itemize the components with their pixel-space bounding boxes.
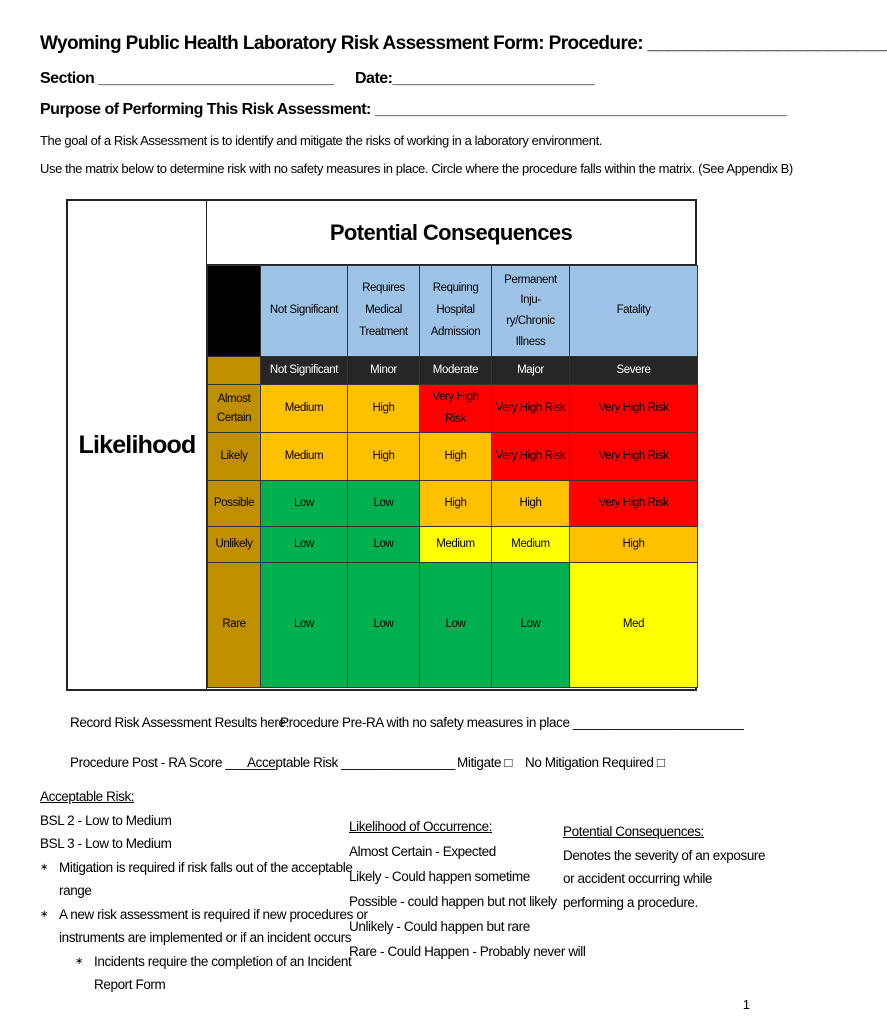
consequence-level: Not Significant <box>261 357 348 385</box>
consequence-description: Permanent Inju- ry/Chronic Illness <box>492 266 570 357</box>
likelihood-label: Possible <box>208 481 261 527</box>
consequence-note-line: Denotes the severity of an exposure <box>563 847 766 863</box>
likelihood-label: Rare <box>208 563 261 688</box>
bullet-icon: ∗ <box>40 908 48 920</box>
risk-cell: Med <box>570 563 698 688</box>
risk-cell: Low <box>420 563 492 688</box>
consequence-note-line: performing a procedure. <box>563 894 698 910</box>
likelihood-label: Almost Certain <box>208 385 261 433</box>
likelihood-title: Likelihood <box>78 430 196 459</box>
risk-cell: Low <box>348 563 420 688</box>
likelihood-note: Rare - Could Happen - Probably never will <box>349 944 586 959</box>
risk-cell: Medium <box>492 527 570 563</box>
risk-cell: High <box>348 385 420 433</box>
intro-line-1: The goal of a Risk Assessment is to identify and mitigate the risks of working in a laboratory environment. <box>40 133 602 148</box>
consequence-description-row <box>208 266 698 357</box>
bullet-item <box>40 856 368 903</box>
likelihood-note: Likely - Could happen sometime <box>349 869 530 884</box>
record-results-label: Record Risk Assessment Results here: <box>70 715 289 730</box>
bullet-text: A new risk assessment is required if new procedures or <box>59 906 368 922</box>
consequence-description: Fatality <box>570 266 698 357</box>
acceptable-risk-heading: Acceptable Risk: <box>40 789 135 804</box>
likelihood-row <box>208 385 698 433</box>
bullet-text: Incidents require the completion of an Incident <box>94 953 352 969</box>
risk-cell: Medium <box>420 527 492 563</box>
consequence-note-line: or accident occurring while <box>563 871 713 886</box>
risk-cell: Very High Risk <box>570 481 698 527</box>
consequence-notes <box>563 820 765 914</box>
intro-line-2: Use the matrix below to determine risk with no safety measures in place. Circle where the procedure falls within the matrix. (See Appendix B) <box>40 161 793 176</box>
consequence-notes-heading: Potential Consequences: <box>563 824 704 839</box>
likelihood-row <box>208 527 698 563</box>
risk-cell: High <box>492 481 570 527</box>
likelihood-label: Likely <box>208 433 261 481</box>
risk-cell: Low <box>348 527 420 563</box>
risk-cell: Low <box>492 563 570 688</box>
risk-cell: Very High Risk <box>492 433 570 481</box>
risk-cell: Low <box>348 481 420 527</box>
consequence-level: Moderate <box>420 357 492 385</box>
risk-cell: Low <box>261 563 348 688</box>
no-mitigation-checkbox[interactable]: No Mitigation Required □ <box>525 755 665 770</box>
risk-matrix <box>66 199 697 691</box>
consequence-level: Major <box>492 357 570 385</box>
risk-cell: High <box>420 433 492 481</box>
likelihood-row <box>208 563 698 688</box>
potential-consequences-title: Potential Consequences <box>329 219 573 245</box>
likelihood-notes <box>349 814 585 964</box>
post-ra-score-field[interactable]: Procedure Post - RA Score _______ <box>70 755 276 770</box>
risk-cell: High <box>420 481 492 527</box>
likelihood-row <box>208 433 698 481</box>
risk-cell: High <box>348 433 420 481</box>
likelihood-notes-heading: Likelihood of Occurrence: <box>349 819 493 834</box>
bullet-icon: ∗ <box>75 955 83 967</box>
bullet-icon: ∗ <box>40 861 48 873</box>
acceptable-risk-notes <box>40 785 368 997</box>
pre-ra-field[interactable]: Procedure Pre-RA with no safety measures in place ________________________ <box>280 715 744 730</box>
risk-cell: Low <box>261 527 348 563</box>
bullet-text: instruments are implemented or if an incident occurs <box>59 930 352 945</box>
risk-cell: Very High Risk <box>570 385 698 433</box>
form-title: Wyoming Public Health Laboratory Risk Assessment Form: Procedure: ________________________ <box>40 33 887 54</box>
risk-cell: Very High Risk <box>570 433 698 481</box>
consequence-description: Not Significant <box>261 266 348 357</box>
risk-cell: Medium <box>261 433 348 481</box>
consequence-level: Minor <box>348 357 420 385</box>
bsl3-text: BSL 3 - Low to Medium <box>40 836 172 851</box>
consequence-description: Requires Medical Treatment <box>348 266 420 357</box>
purpose-field[interactable]: Purpose of Performing This Risk Assessment: _________________________________________________ <box>40 101 787 118</box>
risk-cell: High <box>570 527 698 563</box>
consequence-level: Severe <box>570 357 698 385</box>
consequence-level-row <box>208 357 698 385</box>
level-label-spacer <box>208 357 261 385</box>
date-field[interactable]: Date:________________________ <box>355 70 595 87</box>
likelihood-note: Unlikely - Could happen but rare <box>349 919 530 934</box>
bsl2-text: BSL 2 - Low to Medium <box>40 812 172 828</box>
likelihood-note: Almost Certain - Expected <box>349 844 496 859</box>
mitigate-checkbox[interactable]: Mitigate □ <box>457 755 513 770</box>
page-number: 1 <box>742 997 750 1012</box>
bullet-text: range <box>59 883 92 898</box>
likelihood-note: Possible - could happen but not likely <box>349 894 557 909</box>
sub-bullet-item <box>40 950 368 997</box>
acceptable-risk-field[interactable]: Acceptable Risk ________________ <box>247 755 455 770</box>
likelihood-row <box>208 481 698 527</box>
bullet-text: Report Form <box>94 977 166 992</box>
bullet-text: Mitigation is required if risk falls out of the acceptable <box>59 859 353 875</box>
risk-cell: Medium <box>261 385 348 433</box>
risk-cell: Very High Risk <box>492 385 570 433</box>
risk-cell: Low <box>261 481 348 527</box>
bullet-item <box>40 903 368 950</box>
risk-cell: Very High Risk <box>420 385 492 433</box>
corner-cell <box>208 266 261 357</box>
section-field[interactable]: Section ____________________________ <box>40 70 334 87</box>
likelihood-label: Unlikely <box>208 527 261 563</box>
consequence-description: Requiring Hospital Admission <box>420 266 492 357</box>
risk-grid <box>207 265 698 688</box>
